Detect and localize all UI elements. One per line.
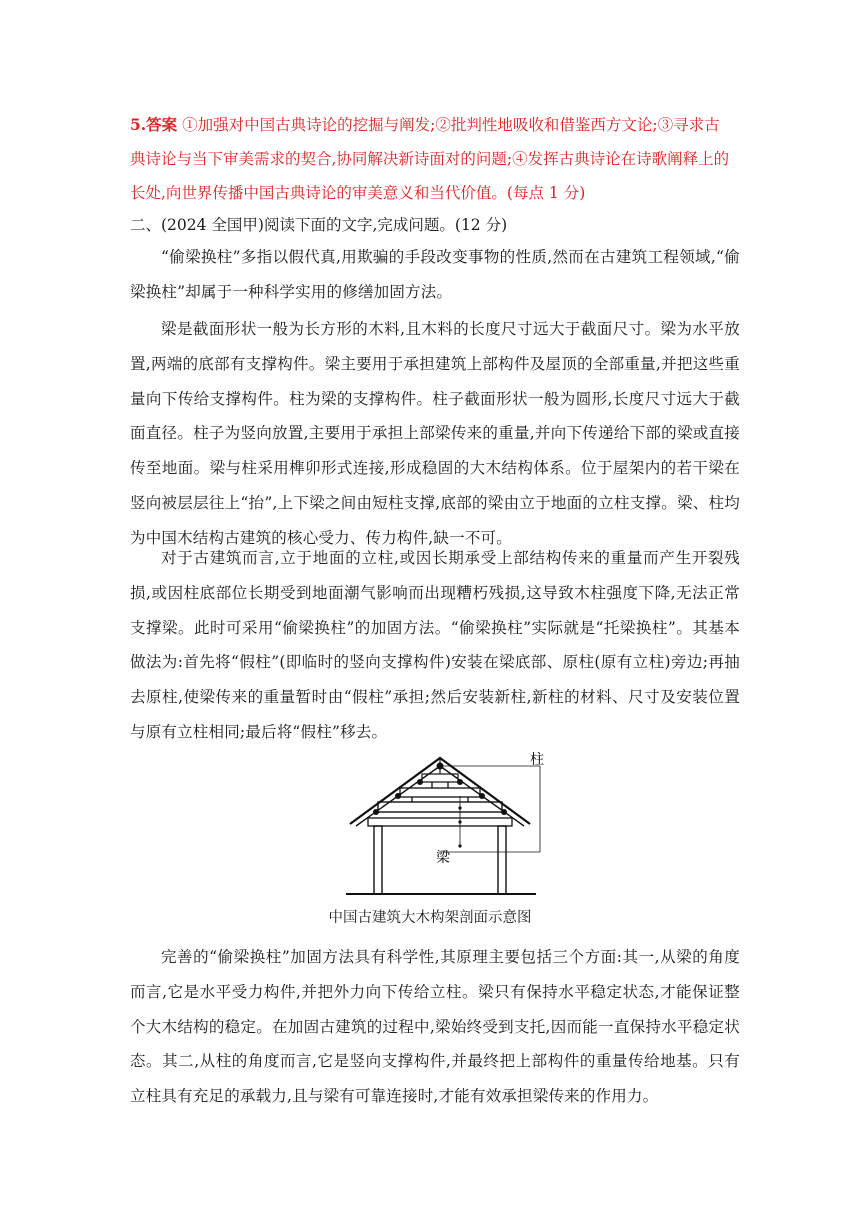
label-column: 柱 <box>530 752 544 768</box>
paragraph-3: 对于古建筑而言,立于地面的立柱,或因长期承受上部结构传来的重量而产生开裂残损,或因柱底部位长期受到地面潮气影响而出现糟朽残损,这导致木柱强度下降,无法正常支撑梁。此时可采用“偷梁换柱”的加固方法。“偷梁换柱”实际就是“托梁换柱”。其基本做法为:首先将“假柱”(即临时的竖向支撑构件)安装在梁底部、原柱(原有立柱)旁边;再抽去原柱,使梁传来的重量暂时由“假柱”承担;然后安装新柱,新柱的材料、尺寸及安装位置与原有立柱相同;最后将“假柱”移去。 <box>130 549 740 741</box>
figure-caption: 中国古建筑大木构架剖面示意图 <box>328 910 532 926</box>
timber-frame-diagram <box>340 752 560 902</box>
paragraph-2: 梁是截面形状一般为长方形的木料,且木料的长度尺寸远大于截面尺寸。梁为水平放置,两端的底部有支撑构件。梁主要用于承担建筑上部构件及屋顶的全部重量,并把这些重量向下传给支撑构件。柱为梁的支撑构件。柱子截面形状一般为圆形,长度尺寸远大于截面直径。柱子为竖向放置,主要用于承担上部梁传来的重量,并向下传递给下部的梁或直接传至地面。梁与柱采用榫卯形式连接,形成稳固的大木结构体系。位于屋架内的若干梁在竖向被层层往上“抬”,上下梁之间由短柱支撑,底部的梁由立于地面的立柱支撑。梁、柱均为中国木结构古建筑的核心受力、传力构件,缺一不可。 <box>130 320 740 547</box>
section-title: 二、(2024 全国甲)阅读下面的文字,完成问题。(12 分) <box>130 216 508 234</box>
answer-body: ①加强对中国古典诗论的挖掘与阐发;②批判性地吸收和借鉴西方文论;③寻求古典诗论与当下审美需求的契合,协同解决新诗面对的问题;④发挥古典诗论在诗歌阐释上的长处,向世界传播中国古典诗论的审美意义和当代价值。(每点 1 分) <box>130 116 730 202</box>
answer-block <box>130 108 730 210</box>
answer-heading: 5.答案 <box>130 115 178 134</box>
paragraph-4: 完善的“偷梁换柱”加固方法具有科学性,其原理主要包括三个方面:其一,从梁的角度而言,它是水平受力构件,并把外力向下传给立柱。梁只有保持水平稳定状态,才能保证整个大木结构的稳定。在加固古建筑的过程中,梁始终受到支托,因而能一直保持水平稳定状态。其二,从柱的角度而言,它是竖向支撑构件,并最终把上部构件的重量传给地基。只有立柱具有充足的承载力,且与梁有可靠连接时,才能有效承担梁传来的作用力。 <box>130 948 740 1106</box>
label-beam: 梁 <box>436 850 450 866</box>
paragraph-1: “偷梁换柱”多指以假代真,用欺骗的手段改变事物的性质,然而在古建筑工程领域,“偷梁换柱”却属于一种科学实用的修缮加固方法。 <box>130 248 740 301</box>
